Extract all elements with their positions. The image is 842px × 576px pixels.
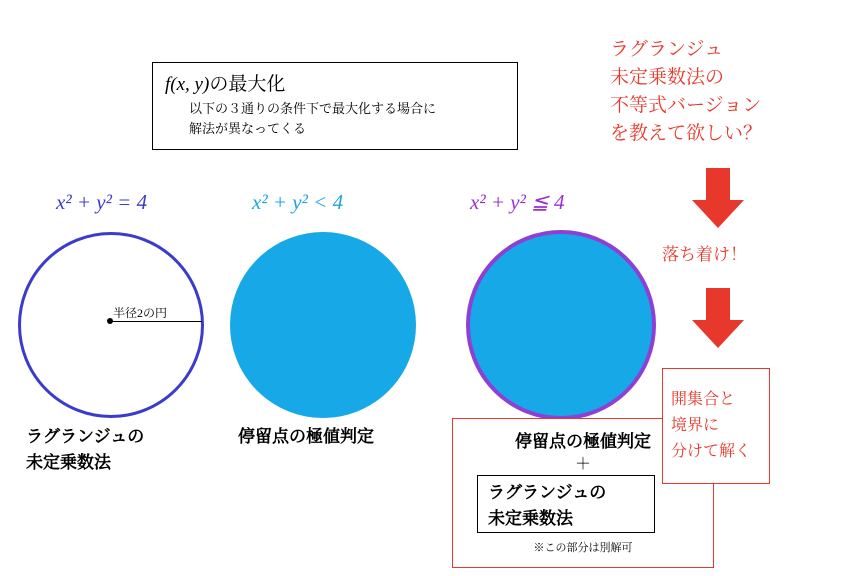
result-line-2: 境界に xyxy=(671,417,720,434)
result-box-text xyxy=(671,387,751,465)
title-sub-line2: 解法が異なってくる xyxy=(189,121,307,136)
box-3-plus-sign: ＋ xyxy=(574,456,591,473)
title-function-symbol: f xyxy=(165,74,171,95)
title-function-args: (x, y) xyxy=(170,74,210,95)
radius-label: 半径2の円 xyxy=(113,306,168,320)
caption-column-1 xyxy=(26,424,144,476)
question-line-2: 未定乗数法の xyxy=(610,67,725,88)
question-line-1: ラグランジュ xyxy=(610,39,724,60)
question-line-3: 不等式バージョン xyxy=(610,95,762,116)
circle-open-disk xyxy=(230,232,416,418)
box-3-inner-line2: 未定乗数法 xyxy=(488,509,573,528)
caption-column-2-line1: 停留点の極値判定 xyxy=(238,427,374,446)
question-annotation xyxy=(610,36,762,148)
result-line-3: 分けて解く xyxy=(671,443,752,460)
box-3-inner-line1: ラグランジュの xyxy=(488,483,607,502)
result-box xyxy=(662,368,770,484)
box-3-title: 停留点の極値判定 xyxy=(515,432,651,451)
caption-column-2 xyxy=(238,424,374,450)
title-main xyxy=(165,69,285,96)
box-3-inner-text xyxy=(488,480,606,532)
result-line-1: 開集合と xyxy=(671,391,736,408)
down-arrow-icon-1 xyxy=(690,168,746,230)
circle-boundary-only xyxy=(18,232,204,418)
caption-column-1-line2: 未定乗数法 xyxy=(26,453,111,472)
caption-column-1-line1: ラグランジュの xyxy=(26,427,145,446)
question-line-4: を教えて欲しい？ xyxy=(610,123,763,144)
title-main-suffix: の最大化 xyxy=(209,74,286,95)
title-box xyxy=(152,62,518,150)
calm-annotation: 落ち着け！ xyxy=(662,245,747,264)
title-sub xyxy=(189,99,436,139)
equation-label-1: x² + y² = 4 xyxy=(56,190,148,214)
equation-label-3: x² + y² ≦ 4 xyxy=(470,190,565,214)
circle-closed-disk xyxy=(466,230,656,420)
box-3-note: ※この部分は別解可 xyxy=(533,542,633,554)
radius-line xyxy=(110,321,202,322)
title-sub-line1: 以下の３通りの条件下で最大化する場合に xyxy=(189,101,437,116)
box-3-inner-box xyxy=(477,475,655,533)
equation-label-2: x² + y² < 4 xyxy=(252,190,344,214)
down-arrow-icon-2 xyxy=(690,288,746,350)
